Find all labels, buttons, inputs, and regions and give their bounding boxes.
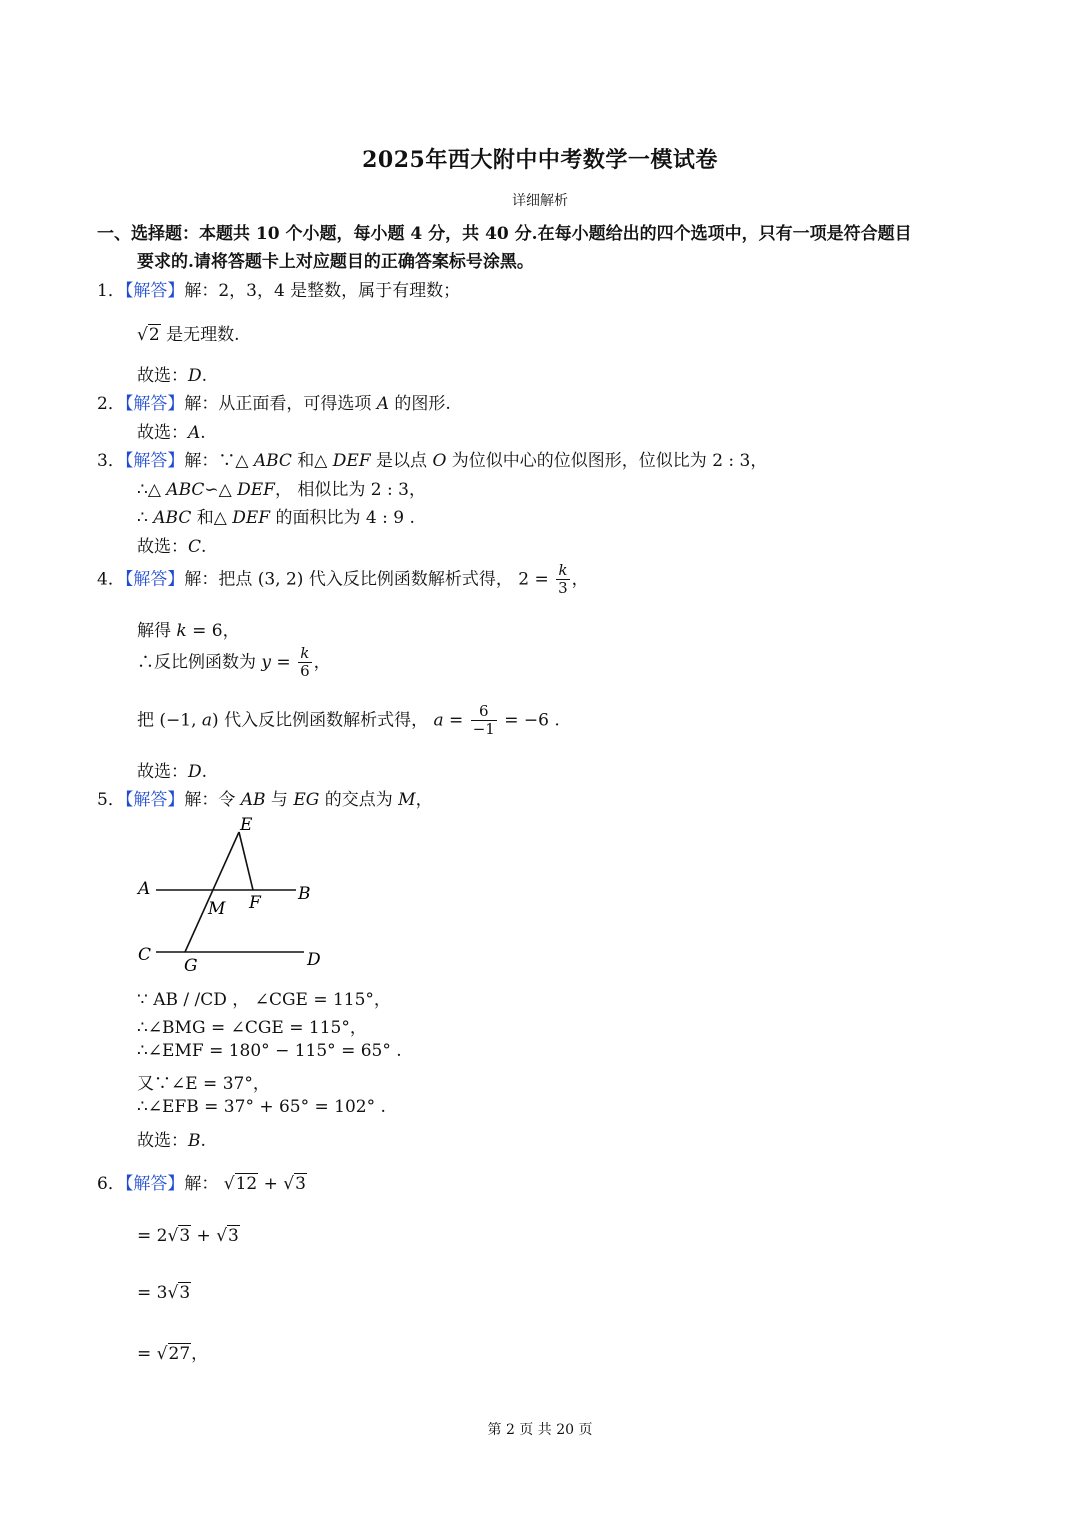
q6-answer-tag: 【解答】 — [124, 1174, 185, 1194]
page-subtitle: 详细解析 — [512, 193, 568, 209]
q4-line1: 4．【解答】解：把点 (3, 2) 代入反比例函数解析式得， 2 = $\frac{k}{3}$ ， — [97, 561, 589, 598]
sqrt-3: √3 — [167, 1226, 191, 1246]
sqrt-2: √2 — [137, 325, 160, 345]
fraction-6-over-neg1: $\frac{6}{-1}$ — [472, 702, 495, 739]
q6-line2: = 2√3 + √3 — [137, 1226, 239, 1246]
q4-line3: ∴反比例函数为 y = $\frac{k}{6}$ ， — [137, 644, 331, 681]
line-ef — [239, 832, 253, 890]
q4-line4: 把 (−1, a) 代入反比例函数解析式得， a = $\frac{6}{-1}$ = −6 . — [137, 702, 560, 739]
q3-line2: ∴△ ABC∽△ DEF， 相似比为 2 : 3， — [137, 480, 426, 500]
line-ge — [185, 832, 239, 952]
label-f: F — [249, 893, 261, 913]
sqrt-12: √12 — [223, 1174, 258, 1194]
label-b: B — [298, 884, 311, 904]
q5-step1: ∵ AB / /CD ， ∠CGE = 115°， — [137, 990, 391, 1010]
page-footer: 第 2 页 共 20 页 — [487, 1422, 593, 1438]
q6-line1: 6．【解答】解： √12 + √3 — [97, 1174, 306, 1194]
label-g: G — [184, 956, 198, 976]
q3-answer: 故选：C. — [137, 537, 207, 557]
q3-line3: ∴ ABC 和△ DEF 的面积比为 4 : 9 . — [137, 508, 415, 528]
q5-line1: 5．【解答】解：令 AB 与 EG 的交点为 M， — [97, 790, 433, 810]
section-heading-line1: 一、选择题：本题共 10 个小题，每小题 4 分，共 40 分.在每小题给出的四个选项中，只有一项是符合题目 — [97, 224, 912, 244]
label-m: M — [208, 899, 226, 919]
q5-answer: 故选：B. — [137, 1131, 206, 1151]
fraction-k-over-6: $\frac{k}{6}$ — [300, 644, 310, 681]
q3-answer-tag: 【解答】 — [124, 451, 185, 471]
q5-step3: ∴∠EMF = 180° − 115° = 65° . — [137, 1041, 402, 1061]
q1-text1: 解：2，3，4 是整数，属于有理数； — [184, 281, 461, 301]
q4-line2: 解得 k = 6， — [137, 621, 240, 641]
q1-line1 — [97, 276, 460, 301]
label-c: C — [138, 945, 152, 965]
label-a: A — [138, 879, 151, 899]
q2-answer-tag: 【解答】 — [124, 394, 185, 414]
q2-answer: 故选：A. — [137, 423, 206, 443]
section-heading-line2: 要求的.请将答题卡上对应题目的正确答案标号涂黑。 — [137, 252, 534, 272]
q1-answer: 故选：D. — [137, 366, 208, 386]
q1-text2: 是无理数. — [166, 325, 240, 345]
fraction-k-over-3: $\frac{k}{3}$ — [558, 561, 568, 598]
q5-answer-tag: 【解答】 — [124, 790, 185, 810]
q1-line2 — [137, 320, 239, 345]
q6-line4: = √27， — [137, 1344, 209, 1364]
sqrt-3: √3 — [283, 1174, 306, 1194]
q5-step4: 又∵∠E = 37°， — [137, 1074, 270, 1094]
q5-geometry-figure — [130, 812, 330, 980]
q6-line3: = 3√3 — [137, 1283, 191, 1303]
sqrt-3: √3 — [216, 1226, 239, 1246]
q3-line1: 3．【解答】解：∵△ ABC 和△ DEF 是以点 O 为位似中心的位似图形，位似比为 2 : 3， — [97, 451, 768, 471]
q1-number: 1． — [97, 281, 125, 301]
sqrt-27: √27 — [156, 1344, 191, 1364]
q4-answer-tag: 【解答】 — [124, 569, 185, 590]
page-title: 2025年西大附中中考数学一模试卷 — [362, 147, 718, 173]
label-e: E — [240, 815, 253, 835]
q2-line1: 2．【解答】解：从正面看，可得选项 A 的图形. — [97, 394, 451, 414]
q5-step5: ∴∠EFB = 37° + 65° = 102° . — [137, 1097, 386, 1117]
q1-answer-tag: 【解答】 — [124, 281, 185, 301]
label-d: D — [307, 950, 321, 970]
q4-answer: 故选：D. — [137, 762, 208, 782]
q5-step2: ∴∠BMG = ∠CGE = 115°， — [137, 1018, 367, 1038]
sqrt-3: √3 — [167, 1283, 191, 1303]
